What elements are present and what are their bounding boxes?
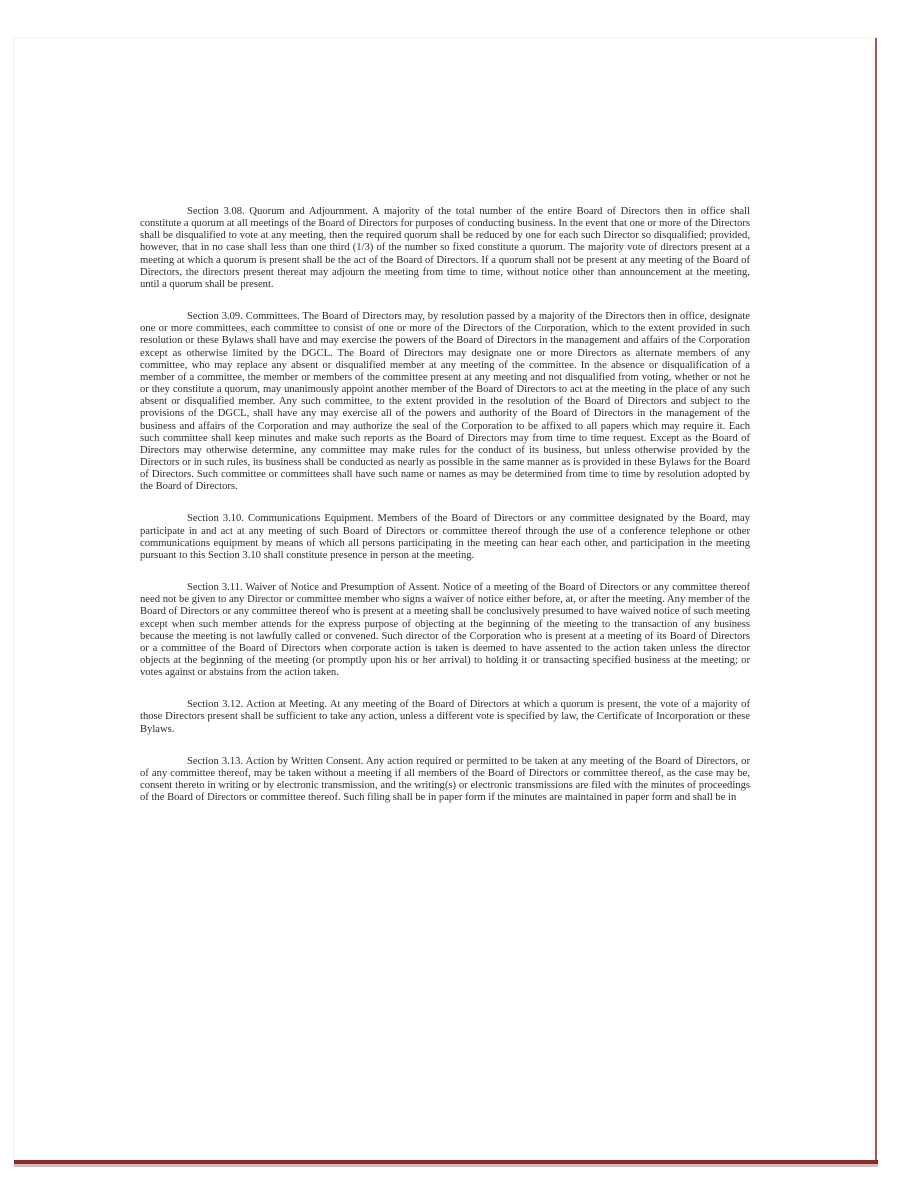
section-3-10: Section 3.10. Communications Equipment. Members of the Board of Directors or any committee designated by the Board, may participate in and act at any meeting of such Board of Directors or committee thereof through the use of a conference telephone or other communications equipment by means of which all persons participating in the meeting can hear each other, and participation in the meeting pursuant to this Section 3.10 shall constitute presence in person at the meeting.: [140, 513, 750, 561]
section-3-11: Section 3.11. Waiver of Notice and Presumption of Assent. Notice of a meeting of the Board of Directors or any committee thereof need not be given to any Director or committee member who signs a waiver of notice either before, at, or after the meeting. Any member of the Board of Directors or any committee thereof who is present at a meeting shall be conclusively presumed to have waived notice of such meeting except when such member attends for the express purpose of objecting at the beginning of the meeting to the transaction of any business because the meeting is not lawfully called or convened. Such director of the Corporation who is present at a meeting of its Board of Directors or a committee of the Board of Directors when corporate action is taken is deemed to have assented to the action taken unless the director objects at the beginning of the meeting (or promptly upon his or her arrival) to holding it or transacting specified business at the meeting; or votes against or abstains from the action taken.: [140, 582, 750, 679]
section-3-12: Section 3.12. Action at Meeting. At any meeting of the Board of Directors at which a quorum is present, the vote of a majority of those Directors present shall be sufficient to take any action, unless a different vote is specified by law, the Certificate of Incorporation or these Bylaws.: [140, 699, 750, 735]
section-3-13: Section 3.13. Action by Written Consent. Any action required or permitted to be taken at any meeting of the Board of Directors, or of any committee thereof, may be taken without a meeting if all members of the Board of Directors or committee thereof, as the case may be, consent thereto in writing or by electronic transmission, and the writing(s) or electronic transmissions are filed with the minutes of proceedings of the Board of Directors or committee thereof. Such filing shall be in paper form if the minutes are maintained in paper form and shall be in: [140, 755, 750, 804]
page-edge-right: [875, 38, 877, 1164]
section-3-09: Section 3.09. Committees. The Board of Directors may, by resolution passed by a majority of the Directors then in office, designate one or more committees, each committee to consist of one or more of the Directors of the Corporation, which to the extent provided in such resolution or these Bylaws shall have and may exercise the powers of the Board of Directors in the management and affairs of the Corporation except as otherwise limited by the DGCL. The Board of Directors may designate one or more Directors as alternate members of any committee, who may replace any absent or disqualified member at any meeting of the committee. In the absence or disqualification of a member of a committee, the member or members of the committee present at any meeting and not disqualified from voting, whether or not he or they constitute a quorum, may unanimously appoint another member of the Board of Directors to act at the meeting in the place of any such absent or disqualified member. Any such committee, to the extent provided in the resolution of the Board of Directors and subject to the provisions of the DGCL, shall have any may exercise all of the powers and authority of the Board of Directors in the management of the business and affairs of the Corporation and may authorize the seal of the Corporation to be affixed to all papers which may require it. Each such committee shall keep minutes and make such reports as the Board of Directors may from time to time request. Except as the Board of Directors may otherwise determine, any committee may make rules for the conduct of its business, but unless otherwise provided by the Directors or in such rules, its business shall be conducted as nearly as possible in the same manner as is provided in these Bylaws for the Board of Directors. Such committee or committees shall have such name or names as may be determined from time to time by resolution adopted by the Board of Directors.: [140, 311, 750, 493]
document-body: [140, 206, 750, 824]
page-edge-bottom-shadow: [14, 1164, 878, 1167]
section-3-08: Section 3.08. Quorum and Adjournment. A majority of the total number of the entire Board of Directors then in office shall constitute a quorum at all meetings of the Board of Directors for purposes of conducting business. In the event that one or more of the Directors shall be disqualified to vote at any meeting, then the required quorum shall be reduced by one for each such Director so disqualified; provided, however, that in no case shall less than one third (1/3) of the number so fixed constitute a quorum. The majority vote of directors present at a meeting at which a quorum is present shall be the act of the Board of Directors. If a quorum shall not be present at any meeting of the Board of Directors, the directors present thereat may adjourn the meeting from time to time, without notice other than announcement at the meeting, until a quorum shall be present.: [140, 206, 750, 290]
